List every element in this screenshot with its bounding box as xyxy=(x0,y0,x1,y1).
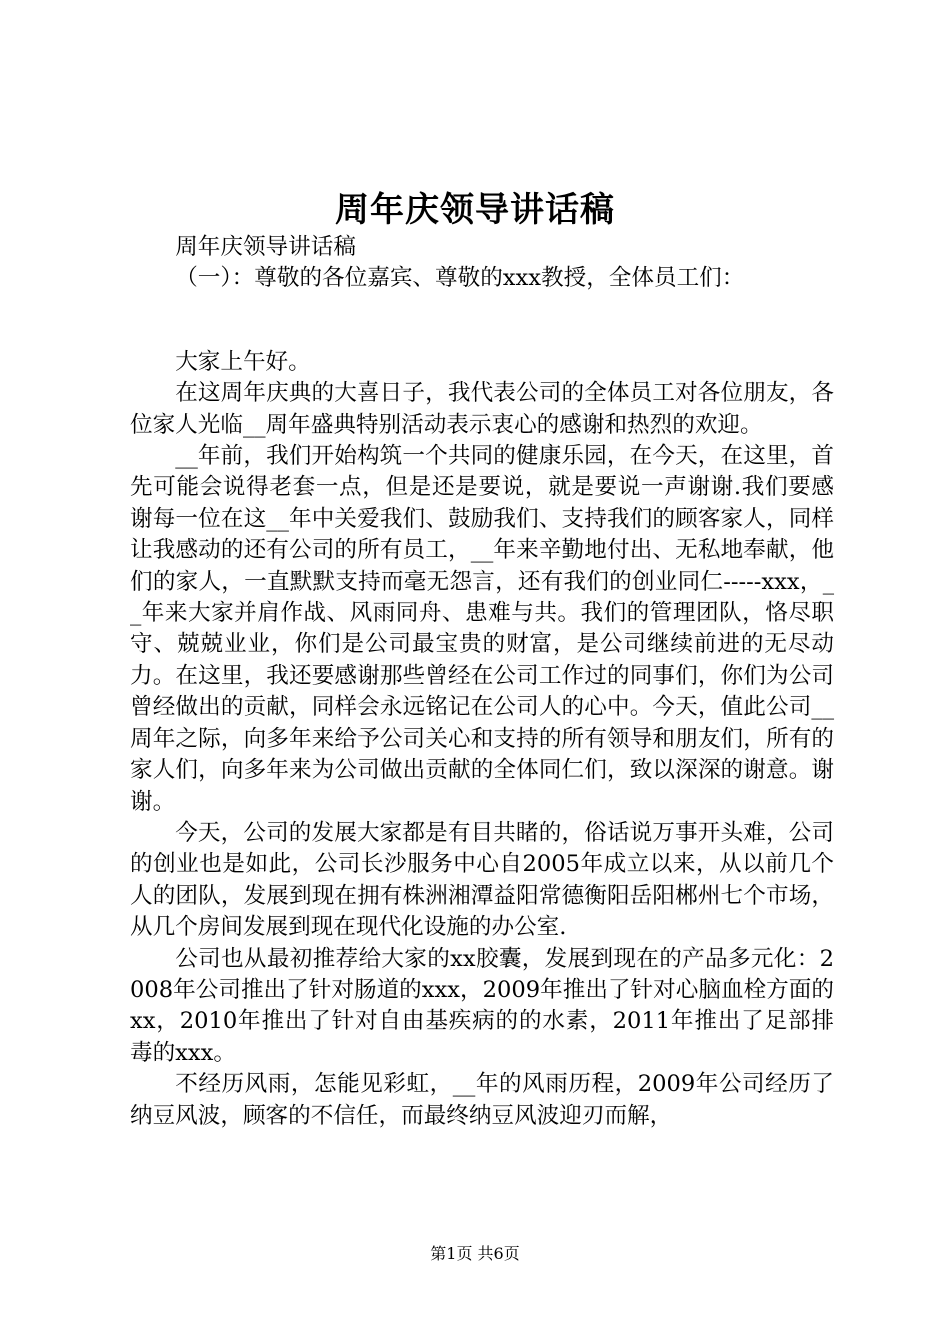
paragraph-greeting: 大家上午好。 xyxy=(175,348,311,375)
document-body xyxy=(130,232,834,1132)
paragraph-development: 今天，公司的发展大家都是有目共睹的，俗话说万事开头难，公司的创业也是如此，公司长沙服务中心自2005年成立以来，从以前几个人的团队，发展到现在拥有株洲湘潭益阳常德衡阳岳阳郴州七个市场，从几个房间发展到现在现代化设施的办公室. xyxy=(130,819,834,941)
paragraph-subtitle: 周年庆领导讲话稿 xyxy=(175,234,356,260)
paragraph-history: 不经历风雨，怎能见彩虹，__年的风雨历程，2009年公司经历了纳豆风波，顾客的不信任，而最终纳豆风波迎刃而解， xyxy=(130,1071,834,1129)
paragraph-products: 公司也从最初推荐给大家的xx胶囊，发展到现在的产品多元化：2008年公司推出了针对肠道的xxx，2009年推出了针对心脑血栓方面的xx，2010年推出了针对自由基疾病的的水素，2011年推出了足部排毒的xxx。 xyxy=(130,945,834,1066)
page-number: 第1页 共6页 xyxy=(430,1244,520,1263)
paragraph-thanks: __年前，我们开始构筑一个共同的健康乐园，在今天，在这里，首先可能会说得老套一点，但是还是要说，就是要说一声谢谢.我们要感谢每一位在这__年中关爱我们、鼓励我们、支持我们的顾客家人，同样让我感动的还有公司的所有员工，__年来辛勤地付出、无私地奉献，他们的家人，一直默默支持而毫无怨言，还有我们的创业同仁-----xxx，__年来大家并肩作战、风雨同舟、患难与共。我们的管理团队，恪尽职守、兢兢业业，你们是公司最宝贵的财富，是公司继续前进的无尽动力。在这里，我还要感谢那些曾经在公司工作过的同事们，你们为公司曾经做出的贡献，同样会永远铭记在公司人的心中。今天，值此公司__周年之际，向多年来给予公司关心和支持的所有领导和朋友们，所有的家人们，向多年来为公司做出贡献的全体同仁们，致以深深的谢意。谢谢。 xyxy=(130,443,834,815)
document-title: 周年庆领导讲话稿 xyxy=(335,190,615,230)
paragraph-salutation: （一）：尊敬的各位嘉宾、尊敬的xxx教授，全体员工们： xyxy=(175,265,745,292)
paragraph-welcome: 在这周年庆典的大喜日子，我代表公司的全体员工对各位朋友，各位家人光临__周年盛典特别活动表示衷心的感谢和热烈的欢迎。 xyxy=(130,380,834,438)
